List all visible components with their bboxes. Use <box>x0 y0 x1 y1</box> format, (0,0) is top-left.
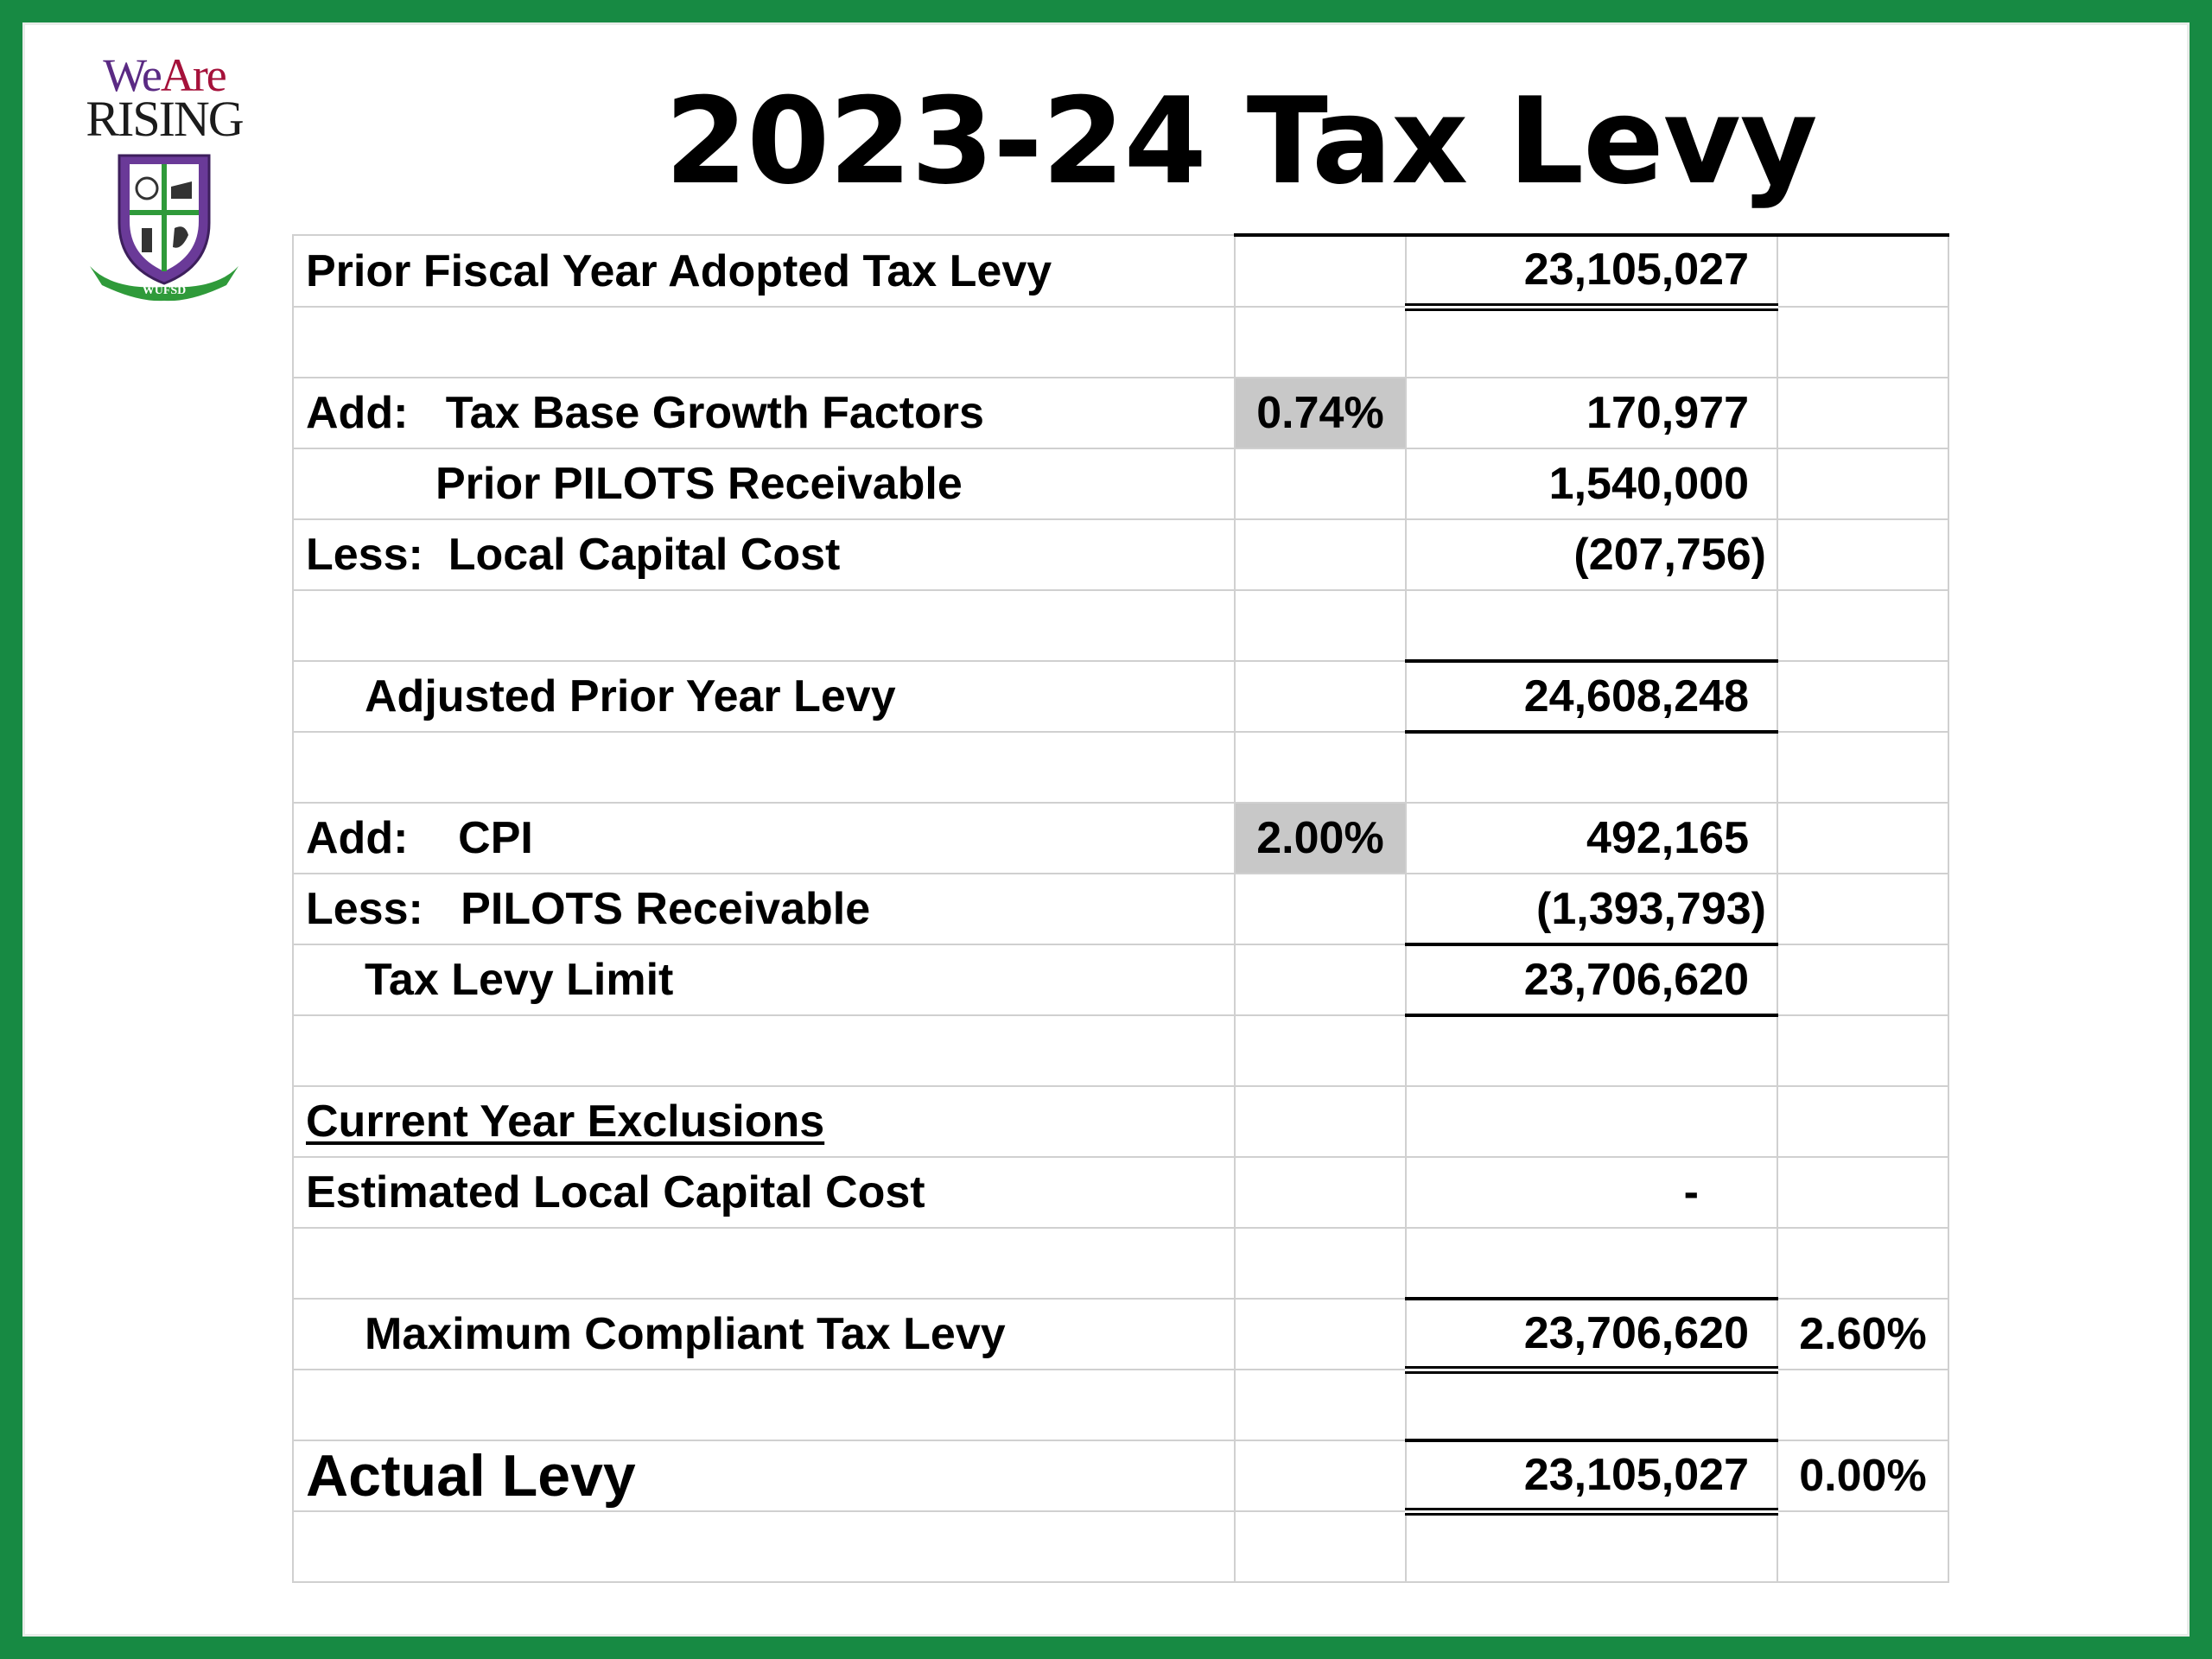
logo-tagline-bottom: RISING <box>86 91 243 147</box>
row-change <box>1777 1015 1948 1086</box>
row-amount: 1,540,000 <box>1406 448 1777 519</box>
row-change <box>1777 519 1948 590</box>
table-row <box>293 1370 1948 1440</box>
table-row <box>293 944 1948 1015</box>
table-row <box>293 803 1948 874</box>
row-change <box>1777 1228 1948 1299</box>
row-amount <box>1406 1370 1777 1440</box>
table-row <box>293 590 1948 661</box>
row-pct: 0.74% <box>1235 378 1406 448</box>
row-pct <box>1235 448 1406 519</box>
row-pct <box>1235 1228 1406 1299</box>
table-row <box>293 519 1948 590</box>
row-label: Maximum Compliant Tax Levy <box>293 1299 1235 1370</box>
table-row <box>293 874 1948 944</box>
row-change <box>1777 661 1948 732</box>
row-amount: 492,165 <box>1406 803 1777 874</box>
row-change <box>1777 1370 1948 1440</box>
row-amount: 170,977 <box>1406 378 1777 448</box>
row-label: Add: CPI <box>293 803 1235 874</box>
row-label <box>293 307 1235 378</box>
row-pct <box>1235 590 1406 661</box>
table-row <box>293 1440 1948 1511</box>
row-pct <box>1235 235 1406 307</box>
row-label: Prior PILOTS Receivable <box>293 448 1235 519</box>
row-label <box>293 1511 1235 1582</box>
table-row <box>293 661 1948 732</box>
section-heading-text: Current Year Exclusions <box>306 1096 825 1147</box>
logo-ribbon-text: WUFSD <box>142 284 187 297</box>
row-amount: 23,105,027 <box>1406 235 1777 307</box>
page-title: 2023-24 Tax Levy <box>664 72 1817 211</box>
table-row <box>293 378 1948 448</box>
row-pct <box>1235 519 1406 590</box>
row-amount <box>1406 590 1777 661</box>
table-row <box>293 235 1948 307</box>
section-heading <box>293 1086 1235 1157</box>
row-label: Less: Local Capital Cost <box>293 519 1235 590</box>
row-amount <box>1406 732 1777 803</box>
table-row <box>293 732 1948 803</box>
row-change: 0.00% <box>1777 1440 1948 1511</box>
row-pct <box>1235 1086 1406 1157</box>
row-amount: - <box>1406 1157 1777 1228</box>
row-amount <box>1406 1511 1777 1582</box>
row-pct <box>1235 1299 1406 1370</box>
row-amount <box>1406 1228 1777 1299</box>
table-row <box>293 1015 1948 1086</box>
table-row <box>293 1511 1948 1582</box>
row-label: Adjusted Prior Year Levy <box>293 661 1235 732</box>
row-change <box>1777 307 1948 378</box>
row-change <box>1777 803 1948 874</box>
row-amount <box>1406 1015 1777 1086</box>
logo-tagline-top: WeAre <box>103 49 226 101</box>
row-pct <box>1235 1015 1406 1086</box>
table-row <box>293 1086 1948 1157</box>
row-change <box>1777 378 1948 448</box>
row-label <box>293 732 1235 803</box>
row-label: Tax Levy Limit <box>293 944 1235 1015</box>
row-change <box>1777 1157 1948 1228</box>
row-amount: (207,756) <box>1406 519 1777 590</box>
row-change <box>1777 1511 1948 1582</box>
crest-icon <box>78 145 251 309</box>
row-label: Estimated Local Capital Cost <box>293 1157 1235 1228</box>
row-amount <box>1406 1086 1777 1157</box>
row-label: Add: Tax Base Growth Factors <box>293 378 1235 448</box>
row-amount: (1,393,793) <box>1406 874 1777 944</box>
slide <box>22 22 2190 1637</box>
row-pct <box>1235 1440 1406 1511</box>
table-row <box>293 307 1948 378</box>
row-pct <box>1235 307 1406 378</box>
tax-levy-table <box>292 233 1949 1583</box>
row-label <box>293 1370 1235 1440</box>
row-pct <box>1235 1511 1406 1582</box>
row-label <box>293 1228 1235 1299</box>
row-amount: 24,608,248 <box>1406 661 1777 732</box>
row-amount: 23,105,027 <box>1406 1440 1777 1511</box>
row-pct <box>1235 944 1406 1015</box>
table-row <box>293 448 1948 519</box>
row-change <box>1777 590 1948 661</box>
row-amount <box>1406 307 1777 378</box>
row-change <box>1777 448 1948 519</box>
table-row <box>293 1157 1948 1228</box>
row-pct <box>1235 1370 1406 1440</box>
row-amount: 23,706,620 <box>1406 1299 1777 1370</box>
row-label: Actual Levy <box>293 1440 1235 1511</box>
row-label <box>293 590 1235 661</box>
row-change <box>1777 1086 1948 1157</box>
row-amount: 23,706,620 <box>1406 944 1777 1015</box>
row-label <box>293 1015 1235 1086</box>
district-logo <box>60 49 268 330</box>
row-change <box>1777 874 1948 944</box>
row-change: 2.60% <box>1777 1299 1948 1370</box>
row-pct <box>1235 874 1406 944</box>
table-row <box>293 1299 1948 1370</box>
row-label: Less: PILOTS Receivable <box>293 874 1235 944</box>
row-change <box>1777 732 1948 803</box>
row-pct: 2.00% <box>1235 803 1406 874</box>
row-pct <box>1235 732 1406 803</box>
row-change <box>1777 235 1948 307</box>
row-change <box>1777 944 1948 1015</box>
table-row <box>293 1228 1948 1299</box>
row-label: Prior Fiscal Year Adopted Tax Levy <box>293 235 1235 307</box>
row-pct <box>1235 1157 1406 1228</box>
row-pct <box>1235 661 1406 732</box>
